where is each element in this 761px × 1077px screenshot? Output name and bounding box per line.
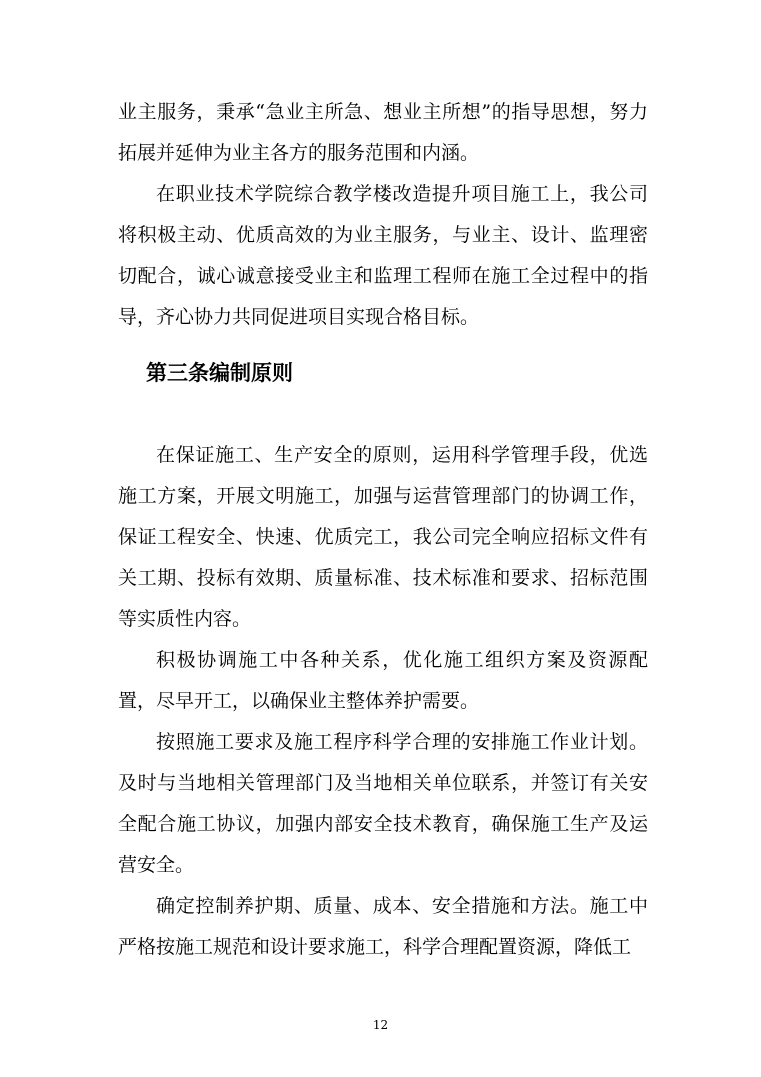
paragraph-safety-principle: 在保证施工、生产安全的原则，运用科学管理手段，优选施工方案，开展文明施工，加强与运营管理部门的协调工作，保证工程安全、快速、优质完工，我公司完全响应招标文件有关工期、投标有效期、质量标准、技术标准和要求、招标范围等实质性内容。 xyxy=(118,444,648,630)
paragraph-control-measures: 确定控制养护期、质量、成本、安全措施和方法。施工中严格按施工规范和设计要求施工，科学合理配置资源，降低工 xyxy=(118,895,648,958)
paragraph-coordination: 积极协调施工中各种关系，优化施工组织方案及资源配置，尽早开工，以确保业主整体养护需要。 xyxy=(118,649,648,712)
paragraph-project-commitment: 在职业技术学院综合教学楼改造提升项目施工上，我公司将积极主动、优质高效的为业主服务，与业主、设计、监理密切配合，诚心诚意接受业主和监理工程师在施工全过程中的指导，齐心协力共同促进项目实现合格目标。 xyxy=(118,183,648,328)
paragraph-service-continuation: 业主服务，秉承“急业主所急、想业主所想”的指导思想，努力拓展并延伸为业主各方的服务范围和内涵。 xyxy=(118,101,648,164)
page-number: 12 xyxy=(372,1018,389,1032)
section-heading: 第三条编制原则 xyxy=(146,360,293,385)
paragraph-work-plan: 按照施工要求及施工程序科学合理的安排施工作业计划。及时与当地相关管理部门及当地相关单位联系，并签订有关安全配合施工协议，加强内部安全技术教育，确保施工生产及运营安全。 xyxy=(118,731,648,876)
page-body xyxy=(118,92,648,968)
